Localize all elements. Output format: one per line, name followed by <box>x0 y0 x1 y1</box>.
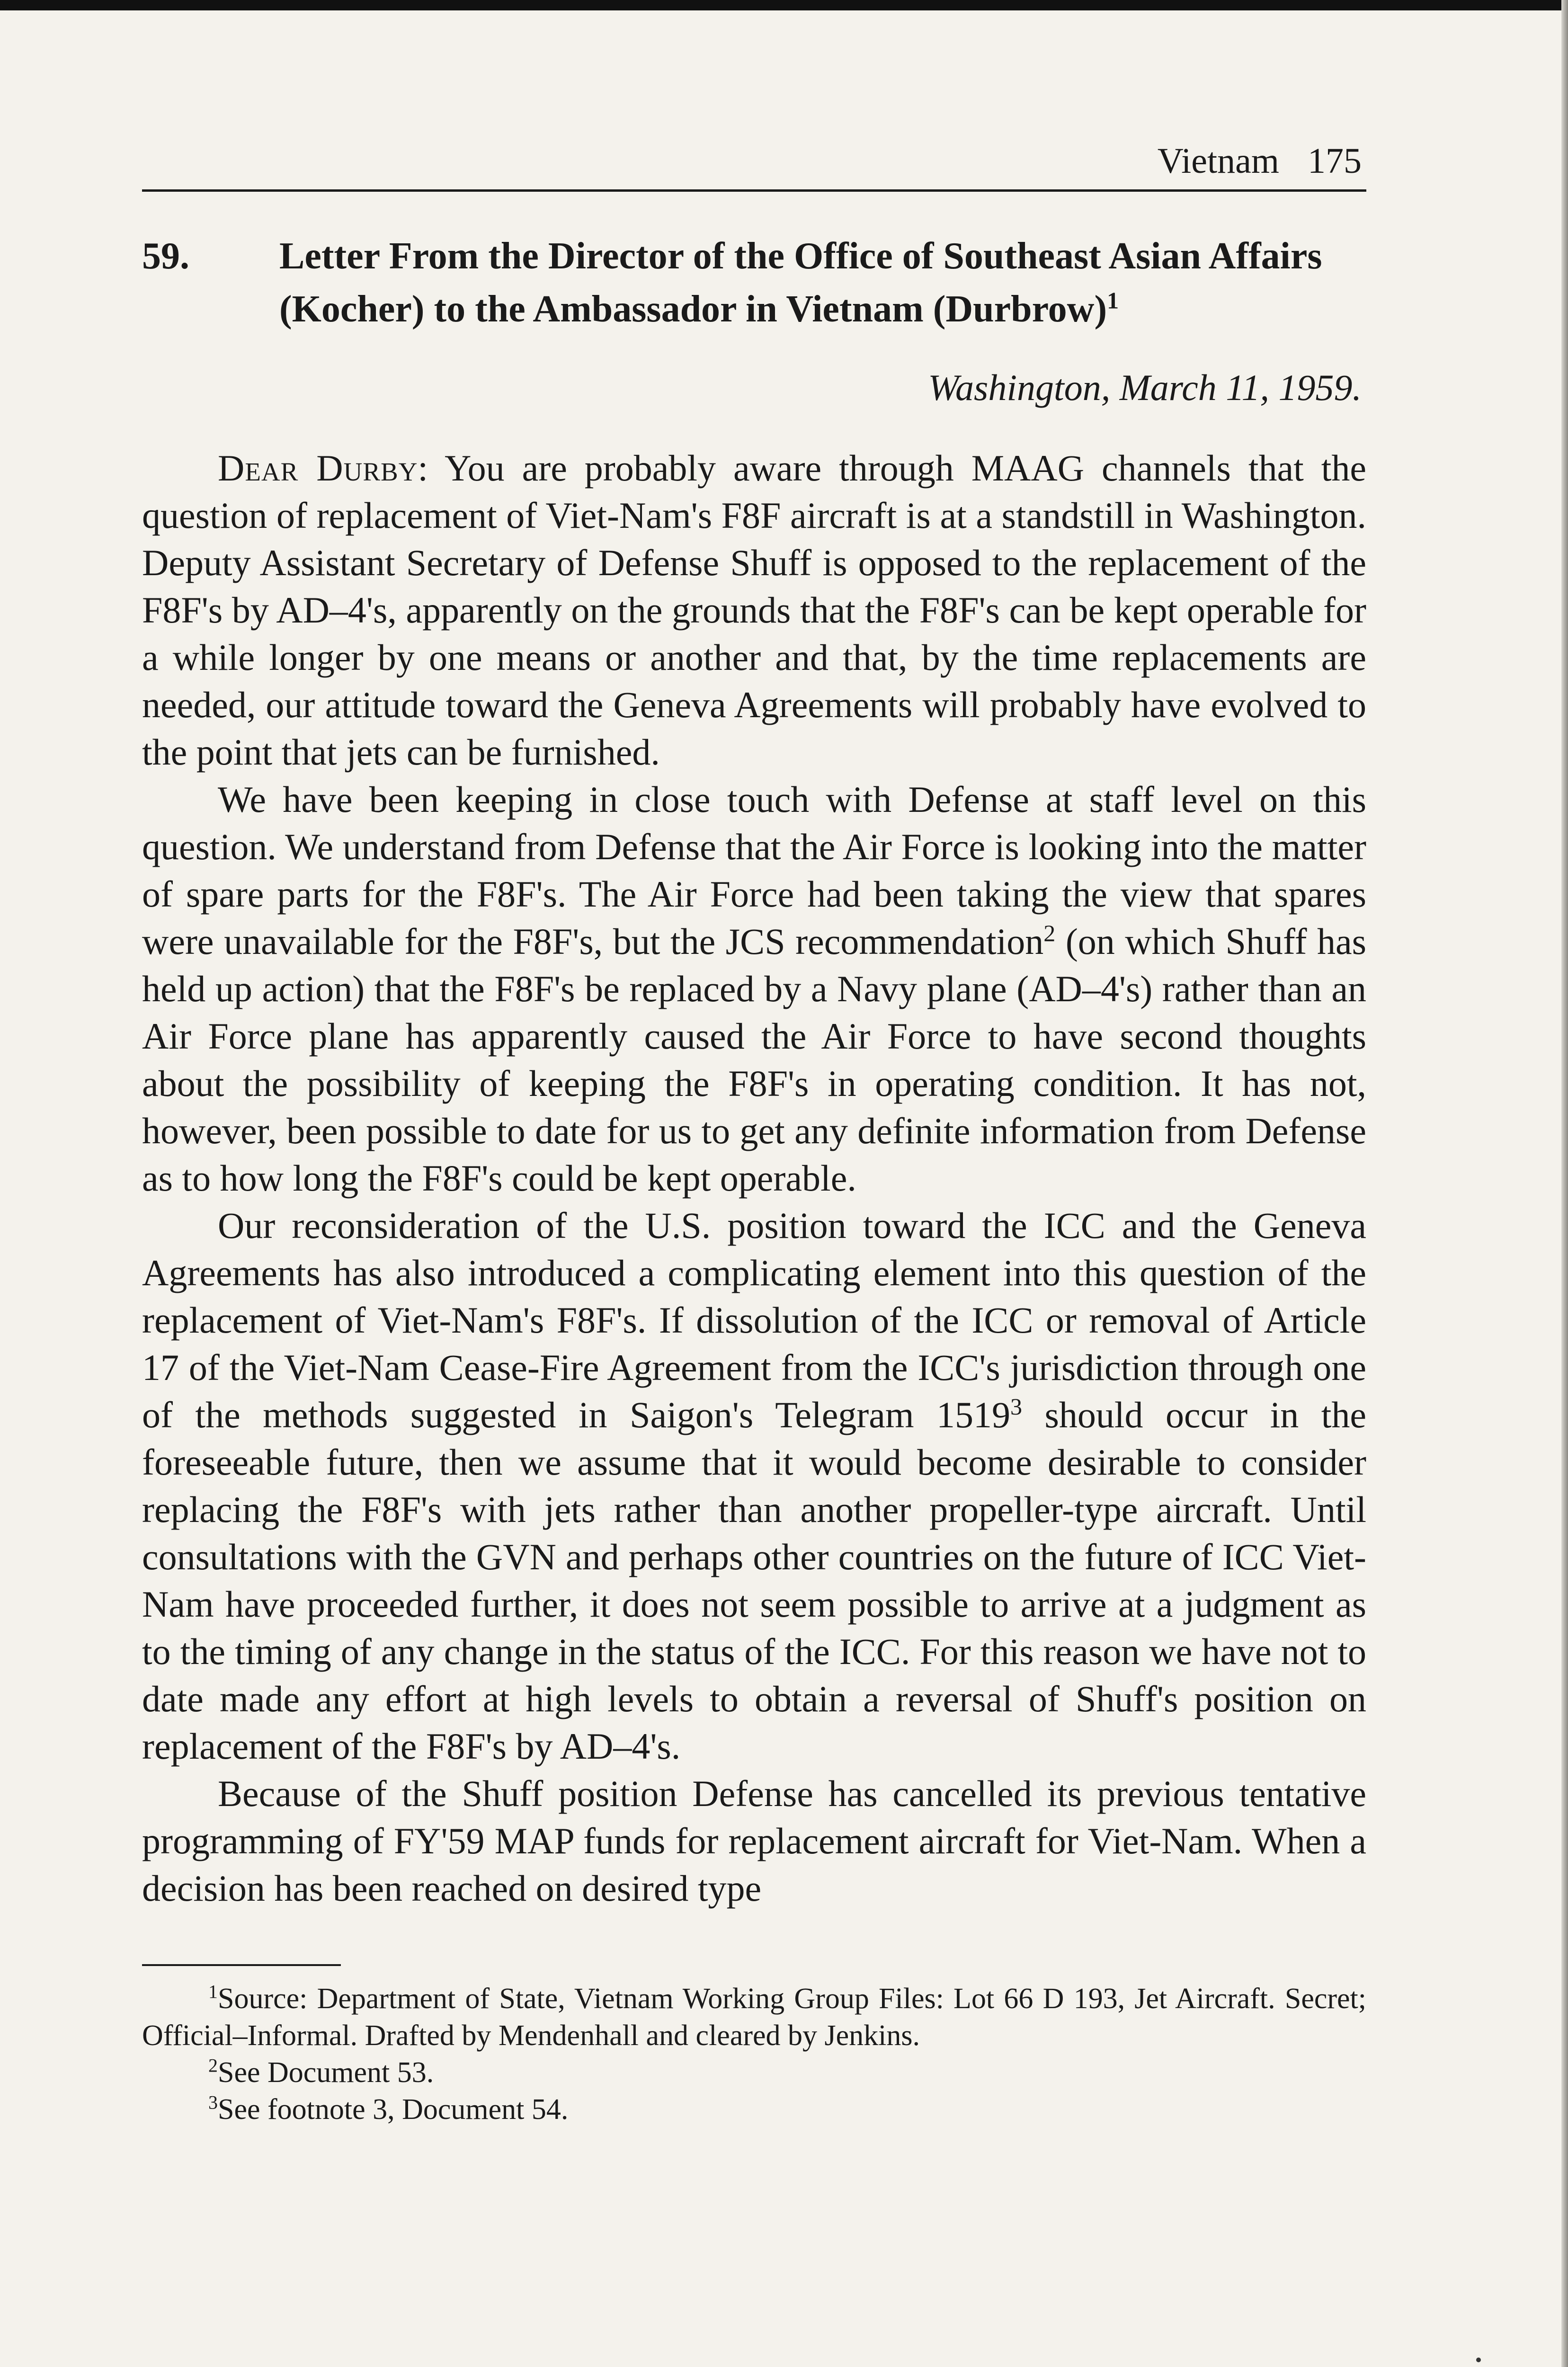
document-title-block <box>279 230 1366 336</box>
paragraph-4 <box>142 1770 1366 1912</box>
page-number: 175 <box>1308 141 1362 181</box>
header-rule <box>142 189 1366 192</box>
salutation: Dear Durby: <box>218 447 429 489</box>
footnote-3-text: See footnote 3, Document 54. <box>218 2093 569 2126</box>
scan-speck <box>1476 2358 1481 2362</box>
footnote-2-marker: 2 <box>208 2055 218 2076</box>
footnotes <box>142 1980 1366 2128</box>
letter-body <box>142 445 1366 1912</box>
footnote-2-text: See Document 53. <box>218 2056 434 2089</box>
footnote-3 <box>142 2091 1366 2128</box>
running-head-section: Vietnam <box>1157 141 1279 181</box>
paragraph-3-text-b: should occur in the foreseeable future, then we assume that it would become desirable to consider replacing the F8F's with jets rather than another propeller-type aircraft. Until consultations with the GVN and perhaps other countries on the future of ICC Viet-Nam have proceeded further, it does not seem possible to arrive at a judgment as to the timing of any change in the status of the ICC. For this reason we have not to date made any effort at high levels to obtain a reversal of Shuff's position on replacement of the F8F's by AD–4's. <box>142 1394 1367 1767</box>
document-title: Letter From the Director of the Office of Southeast Asian Affairs (Kocher) to the Ambassador in Vietnam (Durbrow) <box>279 235 1322 330</box>
footnote-2 <box>142 2054 1366 2091</box>
scan-top-edge <box>0 0 1568 10</box>
scan-right-edge <box>1561 0 1568 2367</box>
running-head <box>142 137 1366 185</box>
page <box>142 137 1366 2128</box>
footnote-ref-2[interactable]: 2 <box>1043 920 1056 946</box>
document-number: 59. <box>142 235 189 277</box>
paragraph-2 <box>142 776 1366 1202</box>
paragraph-2-text-a: We have been keeping in close touch with Defense at staff level on this question. We understand from Defense that the Air Force is looking into the matter of spare parts for the F8F's. The Air Force had been taking the view that spares were unavailable for the F8F's, but the JCS recommendation <box>142 779 1366 962</box>
paragraph-2-text-b: (on which Shuff has held up action) that the F8F's be replaced by a Navy plane (AD–4's) rather than an Air Force plane has apparently caused the Air Force to have second thoughts about the possibility of keeping the F8F's in operating condition. It has not, however, been possible to date for us to get any definite information from Defense as to how long the F8F's could be kept operable. <box>142 921 1366 1199</box>
paragraph-4-text: Because of the Shuff position Defense has cancelled its previous tentative programming of FY'59 MAP funds for replacement aircraft for Viet-Nam. When a decision has been reached on desired type <box>142 1773 1366 1909</box>
document-heading <box>142 230 1366 336</box>
footnote-ref-3[interactable]: 3 <box>1010 1393 1023 1420</box>
paragraph-1-text: You are probably aware through MAAG channels that the question of replacement of Viet-Nam's F8F aircraft is at a standstill in Washington. Deputy Assistant Secretary of Defense Shuff is opposed to the replacement of the F8F's by AD–4's, apparently on the grounds that the F8F's can be kept operable for a while longer by one means or another and that, by the time replacements are needed, our attitude toward the Geneva Agreements will probably have evolved to the point that jets can be furnished. <box>142 447 1367 773</box>
footnote-rule <box>142 1964 341 1966</box>
title-footnote-ref[interactable]: 1 <box>1107 287 1119 314</box>
footnote-1-text: Source: Department of State, Vietnam Working Group Files: Lot 66 D 193, Jet Aircraft. Secret; Official–Informal. Drafted by Mendenhall and cleared by Jenkins. <box>142 1983 1366 2052</box>
footnote-1-marker: 1 <box>208 1981 218 2002</box>
footnote-3-marker: 3 <box>208 2091 218 2113</box>
paragraph-1 <box>142 445 1366 776</box>
paragraph-3 <box>142 1202 1366 1770</box>
paragraph-3-text-a: Our reconsideration of the U.S. position toward the ICC and the Geneva Agreements has also introduced a complicating element into this question of the replacement of Viet-Nam's F8F's. If dissolution of the ICC or removal of Article 17 of the Viet-Nam Cease-Fire Agreement from the ICC's jurisdiction through one of the methods suggested in Saigon's Telegram 1519 <box>142 1205 1366 1435</box>
dateline: Washington, March 11, 1959. <box>928 367 1362 408</box>
footnote-1 <box>142 1980 1366 2054</box>
